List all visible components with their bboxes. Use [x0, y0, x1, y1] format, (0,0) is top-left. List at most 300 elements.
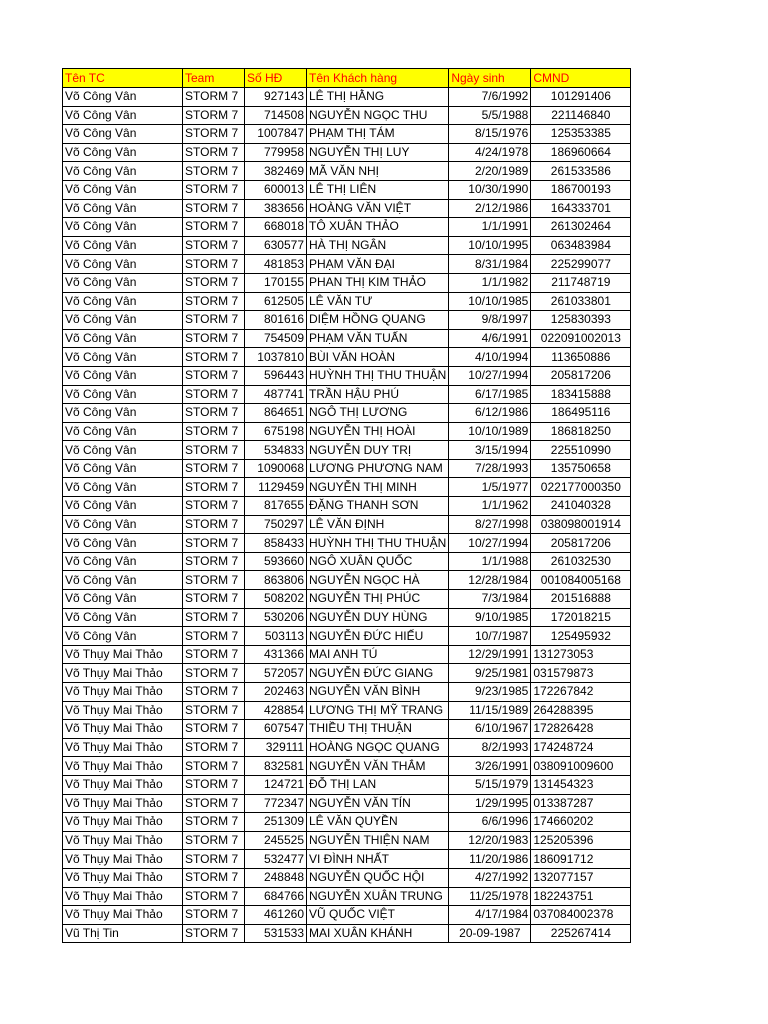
table-row	[63, 850, 631, 869]
table-row	[63, 757, 631, 776]
cell-ten-khach-hang: NGÔ XUÂN QUỐC	[307, 552, 449, 571]
cell-ten-tc: Võ Công Vân	[63, 404, 183, 423]
cell-so-hd: 630577	[245, 236, 307, 255]
cell-team: STORM 7	[183, 292, 245, 311]
cell-ten-khach-hang: TÔ XUÂN THẢO	[307, 218, 449, 237]
cell-ten-khach-hang: MAI ANH TÚ	[307, 645, 449, 664]
cell-ngay-sinh: 11/20/1986	[449, 850, 531, 869]
cell-ten-tc: Võ Thụy Mai Thảo	[63, 683, 183, 702]
cell-cmnd: 037084002378	[531, 906, 631, 925]
header-ten-tc: Tên TC	[63, 69, 183, 88]
cell-ngay-sinh: 9/25/1981	[449, 664, 531, 683]
table-row	[63, 552, 631, 571]
cell-team: STORM 7	[183, 720, 245, 739]
cell-ten-tc: Võ Công Vân	[63, 125, 183, 144]
cell-ten-khach-hang: HOÀNG NGỌC QUANG	[307, 738, 449, 757]
cell-ten-khach-hang: NGUYỄN DUY TRỊ	[307, 441, 449, 460]
cell-cmnd: 221146840	[531, 106, 631, 125]
cell-cmnd: 201516888	[531, 590, 631, 609]
cell-ten-tc: Võ Thụy Mai Thảo	[63, 868, 183, 887]
cell-ngay-sinh: 10/30/1990	[449, 180, 531, 199]
cell-ngay-sinh: 9/10/1985	[449, 608, 531, 627]
cell-ten-khach-hang: MÃ VĂN NHỊ	[307, 162, 449, 181]
table-row	[63, 608, 631, 627]
table-row	[63, 199, 631, 218]
cell-ten-khach-hang: VI ĐÌNH NHẤT	[307, 850, 449, 869]
cell-ngay-sinh: 5/15/1979	[449, 775, 531, 794]
table-row	[63, 720, 631, 739]
cell-so-hd: 817655	[245, 497, 307, 516]
cell-ten-tc: Võ Công Vân	[63, 162, 183, 181]
cell-ten-khach-hang: PHAN THỊ KIM THẢO	[307, 273, 449, 292]
cell-cmnd: 001084005168	[531, 571, 631, 590]
cell-ten-khach-hang: NGUYỄN THỊ MINH	[307, 478, 449, 497]
cell-ten-tc: Võ Thụy Mai Thảo	[63, 738, 183, 757]
cell-team: STORM 7	[183, 590, 245, 609]
cell-cmnd: 125830393	[531, 311, 631, 330]
cell-ten-tc: Võ Công Vân	[63, 441, 183, 460]
cell-ten-khach-hang: PHẠM VĂN ĐẠI	[307, 255, 449, 274]
cell-team: STORM 7	[183, 366, 245, 385]
table-row	[63, 255, 631, 274]
cell-ngay-sinh: 10/10/1985	[449, 292, 531, 311]
cell-ten-khach-hang: NGUYỄN ĐỨC HIẾU	[307, 627, 449, 646]
cell-cmnd: 225510990	[531, 441, 631, 460]
cell-team: STORM 7	[183, 664, 245, 683]
cell-team: STORM 7	[183, 627, 245, 646]
cell-so-hd: 927143	[245, 88, 307, 107]
cell-cmnd: 022177000350	[531, 478, 631, 497]
cell-so-hd: 858433	[245, 534, 307, 553]
cell-ten-tc: Võ Công Vân	[63, 515, 183, 534]
cell-cmnd: 183415888	[531, 385, 631, 404]
cell-ten-khach-hang: NGUYỄN XUÂN TRUNG	[307, 887, 449, 906]
cell-team: STORM 7	[183, 813, 245, 832]
cell-so-hd: 801616	[245, 311, 307, 330]
cell-team: STORM 7	[183, 906, 245, 925]
cell-team: STORM 7	[183, 329, 245, 348]
cell-ten-tc: Võ Công Vân	[63, 106, 183, 125]
cell-so-hd: 428854	[245, 701, 307, 720]
cell-ten-tc: Vũ Thị Tin	[63, 924, 183, 943]
cell-ngay-sinh: 8/31/1984	[449, 255, 531, 274]
table-row	[63, 329, 631, 348]
cell-ten-khach-hang: NGUYỄN VĂN THẮM	[307, 757, 449, 776]
cell-team: STORM 7	[183, 385, 245, 404]
table-row	[63, 273, 631, 292]
table-row	[63, 106, 631, 125]
cell-ngay-sinh: 1/29/1995	[449, 794, 531, 813]
cell-so-hd: 684766	[245, 887, 307, 906]
cell-cmnd: 186818250	[531, 422, 631, 441]
table-row	[63, 236, 631, 255]
cell-ten-khach-hang: PHẠM VĂN TUẤN	[307, 329, 449, 348]
cell-so-hd: 863806	[245, 571, 307, 590]
cell-ngay-sinh: 11/15/1989	[449, 701, 531, 720]
cell-team: STORM 7	[183, 143, 245, 162]
cell-team: STORM 7	[183, 125, 245, 144]
cell-ten-tc: Võ Thụy Mai Thảo	[63, 887, 183, 906]
cell-team: STORM 7	[183, 348, 245, 367]
cell-ngay-sinh: 10/27/1994	[449, 366, 531, 385]
cell-so-hd: 832581	[245, 757, 307, 776]
table-row	[63, 738, 631, 757]
cell-cmnd: 164333701	[531, 199, 631, 218]
cell-cmnd: 113650886	[531, 348, 631, 367]
cell-ngay-sinh: 6/6/1996	[449, 813, 531, 832]
cell-ten-khach-hang: DIỆM HỒNG QUANG	[307, 311, 449, 330]
cell-ten-tc: Võ Công Vân	[63, 218, 183, 237]
table-row	[63, 88, 631, 107]
cell-team: STORM 7	[183, 701, 245, 720]
cell-team: STORM 7	[183, 738, 245, 757]
cell-ten-khach-hang: LÊ VĂN TƯ	[307, 292, 449, 311]
cell-ten-tc: Võ Thụy Mai Thảo	[63, 720, 183, 739]
cell-cmnd: 101291406	[531, 88, 631, 107]
cell-cmnd: 063483984	[531, 236, 631, 255]
table-row	[63, 292, 631, 311]
cell-ten-khach-hang: NGUYỄN ĐỨC GIANG	[307, 664, 449, 683]
cell-team: STORM 7	[183, 199, 245, 218]
cell-ten-tc: Võ Công Vân	[63, 497, 183, 516]
cell-ngay-sinh: 11/25/1978	[449, 887, 531, 906]
cell-ten-khach-hang: ĐỖ THỊ LAN	[307, 775, 449, 794]
cell-team: STORM 7	[183, 850, 245, 869]
cell-ten-tc: Võ Công Vân	[63, 422, 183, 441]
cell-so-hd: 534833	[245, 441, 307, 460]
cell-so-hd: 508202	[245, 590, 307, 609]
cell-so-hd: 714508	[245, 106, 307, 125]
cell-so-hd: 245525	[245, 831, 307, 850]
cell-so-hd: 487741	[245, 385, 307, 404]
cell-so-hd: 754509	[245, 329, 307, 348]
cell-ngay-sinh: 1/1/1962	[449, 497, 531, 516]
cell-so-hd: 596443	[245, 366, 307, 385]
cell-cmnd: 205817206	[531, 534, 631, 553]
cell-cmnd: 225299077	[531, 255, 631, 274]
cell-ten-tc: Võ Công Vân	[63, 348, 183, 367]
cell-ngay-sinh: 20-09-1987	[449, 924, 531, 943]
table-row	[63, 794, 631, 813]
table-row	[63, 813, 631, 832]
cell-team: STORM 7	[183, 515, 245, 534]
cell-ngay-sinh: 6/10/1967	[449, 720, 531, 739]
table-row	[63, 590, 631, 609]
cell-ten-tc: Võ Công Vân	[63, 199, 183, 218]
cell-ten-tc: Võ Thụy Mai Thảo	[63, 645, 183, 664]
table-row	[63, 831, 631, 850]
cell-so-hd: 612505	[245, 292, 307, 311]
cell-ten-khach-hang: NGUYỄN THỊ LUY	[307, 143, 449, 162]
cell-team: STORM 7	[183, 552, 245, 571]
cell-ngay-sinh: 9/8/1997	[449, 311, 531, 330]
cell-cmnd: 205817206	[531, 366, 631, 385]
cell-ten-tc: Võ Công Vân	[63, 478, 183, 497]
cell-ten-tc: Võ Thụy Mai Thảo	[63, 701, 183, 720]
cell-so-hd: 1007847	[245, 125, 307, 144]
cell-so-hd: 431366	[245, 645, 307, 664]
cell-team: STORM 7	[183, 441, 245, 460]
cell-ten-tc: Võ Công Vân	[63, 311, 183, 330]
cell-ten-tc: Võ Công Vân	[63, 571, 183, 590]
cell-so-hd: 124721	[245, 775, 307, 794]
cell-ten-khach-hang: NGUYỄN THỊ HOÀI	[307, 422, 449, 441]
cell-ten-khach-hang: ĐẶNG THANH SƠN	[307, 497, 449, 516]
cell-team: STORM 7	[183, 794, 245, 813]
cell-ten-khach-hang: NGUYỄN VĂN BÌNH	[307, 683, 449, 702]
cell-cmnd: 131273053	[531, 645, 631, 664]
table-row	[63, 887, 631, 906]
cell-ten-tc: Võ Công Vân	[63, 459, 183, 478]
cell-ngay-sinh: 8/2/1993	[449, 738, 531, 757]
cell-ngay-sinh: 1/1/1991	[449, 218, 531, 237]
cell-ngay-sinh: 7/3/1984	[449, 590, 531, 609]
cell-cmnd: 172018215	[531, 608, 631, 627]
table-row	[63, 645, 631, 664]
table-row	[63, 664, 631, 683]
table-row	[63, 218, 631, 237]
header-ngay-sinh: Ngày sinh	[449, 69, 531, 88]
cell-cmnd: 211748719	[531, 273, 631, 292]
table-row	[63, 683, 631, 702]
cell-team: STORM 7	[183, 273, 245, 292]
cell-ten-khach-hang: LÊ VĂN QUYỀN	[307, 813, 449, 832]
table-row	[63, 162, 631, 181]
cell-ngay-sinh: 1/5/1977	[449, 478, 531, 497]
table-row	[63, 497, 631, 516]
cell-so-hd: 170155	[245, 273, 307, 292]
cell-cmnd: 174660202	[531, 813, 631, 832]
cell-team: STORM 7	[183, 106, 245, 125]
cell-team: STORM 7	[183, 88, 245, 107]
table-row	[63, 627, 631, 646]
table-row	[63, 775, 631, 794]
table-row	[63, 868, 631, 887]
cell-ten-tc: Võ Công Vân	[63, 552, 183, 571]
cell-ten-khach-hang: HUỲNH THỊ THU THUẬN	[307, 534, 449, 553]
table-row	[63, 366, 631, 385]
header-ten-khach-hang: Tên Khách hàng	[307, 69, 449, 88]
cell-ngay-sinh: 4/6/1991	[449, 329, 531, 348]
cell-ten-khach-hang: NGUYỄN NGỌC HÀ	[307, 571, 449, 590]
table-row	[63, 404, 631, 423]
cell-ten-khach-hang: HUỲNH THỊ THU THUẬN	[307, 366, 449, 385]
table-row	[63, 422, 631, 441]
cell-ngay-sinh: 4/17/1984	[449, 906, 531, 925]
cell-ngay-sinh: 3/15/1994	[449, 441, 531, 460]
cell-team: STORM 7	[183, 831, 245, 850]
cell-so-hd: 668018	[245, 218, 307, 237]
cell-ten-tc: Võ Thụy Mai Thảo	[63, 664, 183, 683]
cell-ten-khach-hang: NGÔ THỊ LƯƠNG	[307, 404, 449, 423]
cell-cmnd: 225267414	[531, 924, 631, 943]
table-row	[63, 906, 631, 925]
cell-ten-khach-hang: LƯƠNG PHƯƠNG NAM	[307, 459, 449, 478]
cell-team: STORM 7	[183, 422, 245, 441]
cell-ten-khach-hang: NGUYỄN QUỐC HỘI	[307, 868, 449, 887]
cell-cmnd: 013387287	[531, 794, 631, 813]
cell-ten-tc: Võ Công Vân	[63, 385, 183, 404]
table-row	[63, 143, 631, 162]
cell-cmnd: 172267842	[531, 683, 631, 702]
cell-ngay-sinh: 7/28/1993	[449, 459, 531, 478]
cell-team: STORM 7	[183, 887, 245, 906]
cell-so-hd: 248848	[245, 868, 307, 887]
cell-ten-tc: Võ Thụy Mai Thảo	[63, 831, 183, 850]
cell-cmnd: 241040328	[531, 497, 631, 516]
cell-ten-tc: Võ Công Vân	[63, 180, 183, 199]
cell-ten-khach-hang: TRẦN HẬU PHÚ	[307, 385, 449, 404]
cell-ten-khach-hang: THIỀU THỊ THUẬN	[307, 720, 449, 739]
cell-so-hd: 600013	[245, 180, 307, 199]
cell-team: STORM 7	[183, 459, 245, 478]
cell-so-hd: 750297	[245, 515, 307, 534]
cell-ten-tc: Võ Công Vân	[63, 273, 183, 292]
cell-ngay-sinh: 12/28/1984	[449, 571, 531, 590]
cell-ten-khach-hang: HOÀNG VĂN VIỆT	[307, 199, 449, 218]
cell-team: STORM 7	[183, 497, 245, 516]
cell-ngay-sinh: 6/17/1985	[449, 385, 531, 404]
table-row	[63, 701, 631, 720]
cell-ten-tc: Võ Thụy Mai Thảo	[63, 850, 183, 869]
cell-ten-tc: Võ Thụy Mai Thảo	[63, 775, 183, 794]
cell-cmnd: 125205396	[531, 831, 631, 850]
cell-cmnd: 261032530	[531, 552, 631, 571]
cell-team: STORM 7	[183, 255, 245, 274]
cell-ngay-sinh: 2/12/1986	[449, 199, 531, 218]
cell-so-hd: 461260	[245, 906, 307, 925]
cell-so-hd: 383656	[245, 199, 307, 218]
cell-ngay-sinh: 4/27/1992	[449, 868, 531, 887]
cell-ten-tc: Võ Công Vân	[63, 236, 183, 255]
cell-team: STORM 7	[183, 608, 245, 627]
cell-cmnd: 261302464	[531, 218, 631, 237]
cell-ngay-sinh: 1/1/1982	[449, 273, 531, 292]
cell-so-hd: 251309	[245, 813, 307, 832]
cell-ten-tc: Võ Công Vân	[63, 627, 183, 646]
cell-ten-khach-hang: HÀ THỊ NGÂN	[307, 236, 449, 255]
cell-ten-khach-hang: LÊ THỊ LIÊN	[307, 180, 449, 199]
cell-ngay-sinh: 9/23/1985	[449, 683, 531, 702]
cell-team: STORM 7	[183, 404, 245, 423]
cell-ngay-sinh: 8/27/1998	[449, 515, 531, 534]
cell-cmnd: 186700193	[531, 180, 631, 199]
cell-ten-khach-hang: MAI XUÂN KHÁNH	[307, 924, 449, 943]
cell-cmnd: 172826428	[531, 720, 631, 739]
cell-team: STORM 7	[183, 571, 245, 590]
cell-team: STORM 7	[183, 645, 245, 664]
cell-cmnd: 174248724	[531, 738, 631, 757]
cell-ten-khach-hang: NGUYỄN VĂN TÍN	[307, 794, 449, 813]
contracts-table	[62, 68, 631, 943]
cell-team: STORM 7	[183, 311, 245, 330]
cell-ngay-sinh: 4/10/1994	[449, 348, 531, 367]
cell-ngay-sinh: 2/20/1989	[449, 162, 531, 181]
cell-cmnd: 131454323	[531, 775, 631, 794]
table-row	[63, 125, 631, 144]
cell-team: STORM 7	[183, 534, 245, 553]
table-row	[63, 459, 631, 478]
cell-cmnd: 186495116	[531, 404, 631, 423]
header-cmnd: CMND	[531, 69, 631, 88]
cell-ngay-sinh: 7/6/1992	[449, 88, 531, 107]
cell-cmnd: 186091712	[531, 850, 631, 869]
table-row	[63, 515, 631, 534]
cell-so-hd: 864651	[245, 404, 307, 423]
cell-ngay-sinh: 6/12/1986	[449, 404, 531, 423]
cell-ten-tc: Võ Công Vân	[63, 590, 183, 609]
cell-ngay-sinh: 10/27/1994	[449, 534, 531, 553]
cell-team: STORM 7	[183, 924, 245, 943]
cell-so-hd: 772347	[245, 794, 307, 813]
cell-ten-khach-hang: BÙI VĂN HOÀN	[307, 348, 449, 367]
cell-so-hd: 675198	[245, 422, 307, 441]
cell-so-hd: 593660	[245, 552, 307, 571]
cell-cmnd: 261533586	[531, 162, 631, 181]
header-team: Team	[183, 69, 245, 88]
cell-ten-khach-hang: VŨ QUỐC VIỆT	[307, 906, 449, 925]
cell-cmnd: 125353385	[531, 125, 631, 144]
table-row	[63, 478, 631, 497]
cell-team: STORM 7	[183, 162, 245, 181]
cell-cmnd: 135750658	[531, 459, 631, 478]
cell-ngay-sinh: 12/20/1983	[449, 831, 531, 850]
cell-ten-tc: Võ Thụy Mai Thảo	[63, 906, 183, 925]
cell-ten-khach-hang: NGUYỄN NGỌC THU	[307, 106, 449, 125]
table-row	[63, 571, 631, 590]
cell-cmnd: 264288395	[531, 701, 631, 720]
cell-ten-tc: Võ Công Vân	[63, 329, 183, 348]
cell-team: STORM 7	[183, 478, 245, 497]
cell-ten-khach-hang: PHẠM THỊ TÁM	[307, 125, 449, 144]
cell-ten-tc: Võ Thụy Mai Thảo	[63, 813, 183, 832]
cell-ngay-sinh: 12/29/1991	[449, 645, 531, 664]
header-so-hd: Số HĐ	[245, 69, 307, 88]
cell-cmnd: 125495932	[531, 627, 631, 646]
cell-so-hd: 572057	[245, 664, 307, 683]
cell-ten-khach-hang: LÊ VĂN ĐỊNH	[307, 515, 449, 534]
cell-team: STORM 7	[183, 180, 245, 199]
cell-ngay-sinh: 10/10/1989	[449, 422, 531, 441]
cell-ten-tc: Võ Công Vân	[63, 88, 183, 107]
cell-team: STORM 7	[183, 236, 245, 255]
cell-so-hd: 1129459	[245, 478, 307, 497]
table-row	[63, 441, 631, 460]
cell-ten-khach-hang: LÊ THỊ HẰNG	[307, 88, 449, 107]
cell-cmnd: 132077157	[531, 868, 631, 887]
cell-ten-khach-hang: LƯƠNG THỊ MỸ TRANG	[307, 701, 449, 720]
cell-so-hd: 607547	[245, 720, 307, 739]
cell-ten-tc: Võ Công Vân	[63, 255, 183, 274]
cell-so-hd: 382469	[245, 162, 307, 181]
cell-ten-tc: Võ Công Vân	[63, 366, 183, 385]
cell-ngay-sinh: 10/10/1995	[449, 236, 531, 255]
cell-ten-tc: Võ Công Vân	[63, 292, 183, 311]
cell-ten-tc: Võ Công Vân	[63, 534, 183, 553]
cell-so-hd: 1037810	[245, 348, 307, 367]
cell-ngay-sinh: 8/15/1976	[449, 125, 531, 144]
cell-ten-tc: Võ Thụy Mai Thảo	[63, 794, 183, 813]
table-row	[63, 534, 631, 553]
cell-so-hd: 1090068	[245, 459, 307, 478]
cell-cmnd: 182243751	[531, 887, 631, 906]
cell-ten-tc: Võ Thụy Mai Thảo	[63, 757, 183, 776]
cell-team: STORM 7	[183, 683, 245, 702]
cell-ngay-sinh: 10/7/1987	[449, 627, 531, 646]
cell-so-hd: 329111	[245, 738, 307, 757]
cell-ten-tc: Võ Công Vân	[63, 143, 183, 162]
cell-so-hd: 481853	[245, 255, 307, 274]
